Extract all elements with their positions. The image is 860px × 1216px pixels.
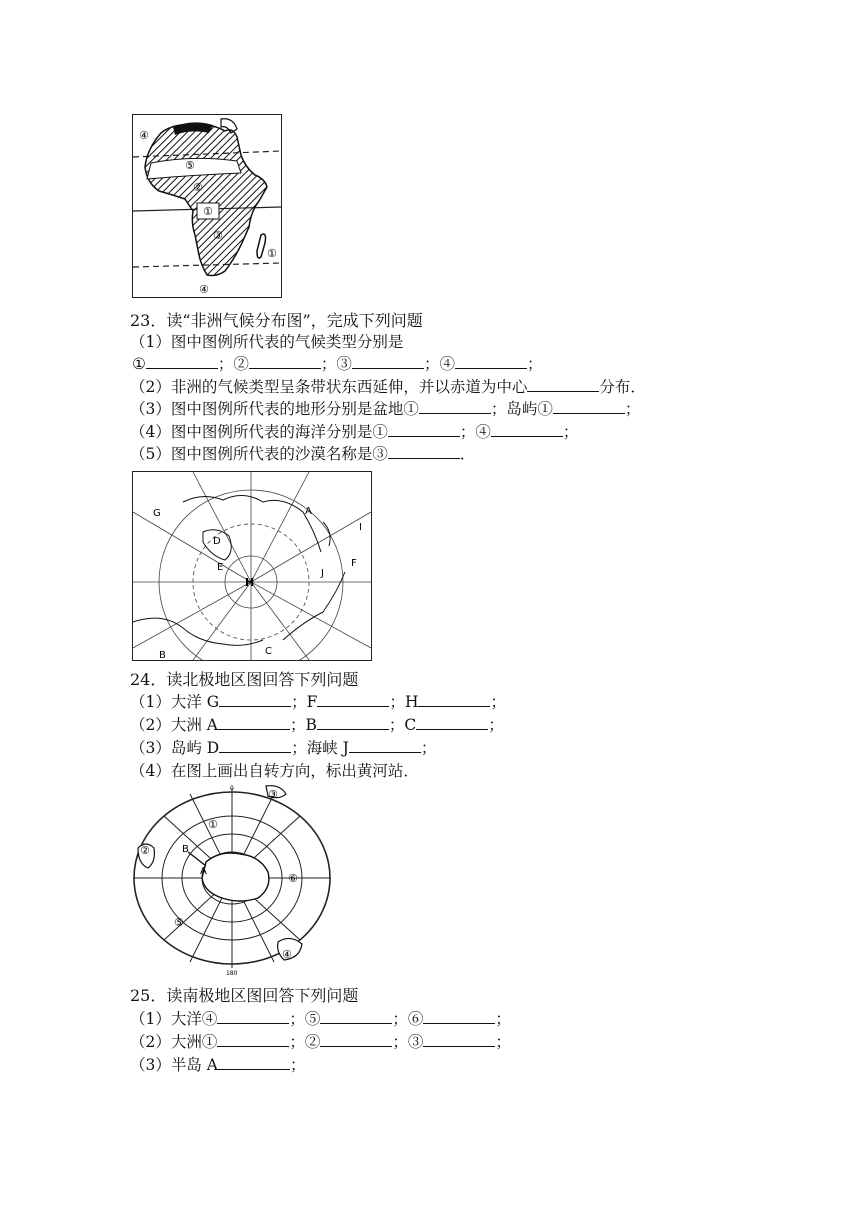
question-24-title: 24．读北极地区图回答下列问题: [130, 670, 359, 689]
q23-line-5: （5）图中图例所代表的沙漠名称是③ ．: [130, 445, 476, 463]
answer-blank[interactable]: [527, 378, 599, 392]
q23-line-1-blanks: ① ；② ；③ ；④ ；: [132, 355, 543, 373]
arctic-region-map: [132, 471, 372, 661]
africa-climate-map: [132, 114, 282, 298]
map-label: H: [245, 576, 255, 589]
q24-line-2: （2）大洲 A ；B ；C ；: [130, 716, 504, 734]
q25-line-3: （3）半岛 A ；: [130, 1056, 306, 1074]
answer-blank[interactable]: [491, 423, 563, 437]
answer-blank[interactable]: [218, 716, 290, 730]
answer-blank[interactable]: [249, 355, 321, 369]
answer-blank[interactable]: [423, 1010, 495, 1024]
map-label: ⑤: [174, 916, 184, 929]
map-label: ①: [267, 247, 277, 260]
answer-blank[interactable]: [320, 1010, 392, 1024]
map-label: B: [159, 650, 166, 660]
answer-blank[interactable]: [320, 1033, 392, 1047]
map-label: J: [321, 568, 324, 579]
answer-blank[interactable]: [388, 423, 460, 437]
answer-blank[interactable]: [217, 1033, 289, 1047]
answer-blank[interactable]: [349, 739, 421, 753]
q23-line-1: （1）图中图例所代表的气候类型分别是: [130, 333, 404, 351]
africa-map-svg: [133, 115, 281, 297]
q23-line-3: （3）图中图例所代表的地形分别是盆地① ；岛屿① ；: [130, 400, 641, 418]
map-label: ①: [203, 205, 213, 218]
answer-blank[interactable]: [416, 716, 488, 730]
answer-blank[interactable]: [217, 1010, 289, 1024]
question-23-title: 23．读“非洲气候分布图”，完成下列问题: [130, 311, 423, 330]
answer-blank[interactable]: [455, 355, 527, 369]
answer-blank[interactable]: [219, 693, 291, 707]
answer-blank[interactable]: [388, 445, 460, 459]
q23-line-2: （2）非洲的气候类型呈条带状东西延伸，并以赤道为中心 分布．: [130, 378, 646, 396]
answer-blank[interactable]: [352, 355, 424, 369]
map-label: I: [359, 522, 362, 533]
question-25-title: 25．读南极地区图回答下列问题: [130, 986, 359, 1005]
map-label: B: [182, 844, 189, 855]
map-label: ③: [213, 229, 223, 242]
answer-blank[interactable]: [423, 1033, 495, 1047]
map-label: 180: [226, 970, 238, 976]
map-label: A: [305, 506, 312, 517]
map-label: 0: [230, 785, 234, 792]
map-label: ①: [208, 818, 218, 831]
answer-blank[interactable]: [146, 355, 218, 369]
map-label: A: [200, 866, 207, 877]
answer-blank[interactable]: [553, 400, 625, 414]
q24-line-4: （4）在图上画出自转方向，标出黄河站．: [130, 762, 419, 780]
q24-line-1: （1）大洋 G ；F ；H ；: [130, 693, 506, 711]
map-label: ②: [140, 844, 150, 857]
map-label: F: [351, 558, 357, 569]
map-label: C: [265, 646, 272, 657]
map-label: ④: [282, 948, 292, 961]
q25-line-2: （2）大洲① ；② ；③ ；: [130, 1033, 511, 1051]
map-label: ⑥: [288, 872, 298, 885]
answer-blank[interactable]: [317, 693, 389, 707]
arctic-map-svg: [133, 472, 371, 660]
answer-blank[interactable]: [419, 400, 491, 414]
antarctic-map-svg: [130, 782, 336, 976]
q25-line-1: （1）大洋④ ；⑤ ；⑥ ；: [130, 1010, 511, 1028]
map-label: G: [153, 508, 161, 519]
q24-line-3: （3）岛屿 D ；海峡 J ；: [130, 739, 437, 757]
map-label: ⑤: [185, 159, 195, 172]
map-label: E: [217, 562, 224, 573]
map-label: ④: [139, 129, 149, 142]
q23-line-4: （4）图中图例所代表的海洋分别是① ；④ ；: [130, 423, 579, 441]
answer-blank[interactable]: [418, 693, 490, 707]
map-label: D: [213, 536, 221, 547]
answer-blank[interactable]: [218, 1056, 290, 1070]
answer-blank[interactable]: [317, 716, 389, 730]
answer-blank[interactable]: [219, 739, 291, 753]
map-label: ③: [268, 788, 278, 801]
map-label: ④: [199, 283, 209, 296]
map-label: ②: [193, 181, 203, 194]
antarctic-region-map: [130, 782, 336, 976]
